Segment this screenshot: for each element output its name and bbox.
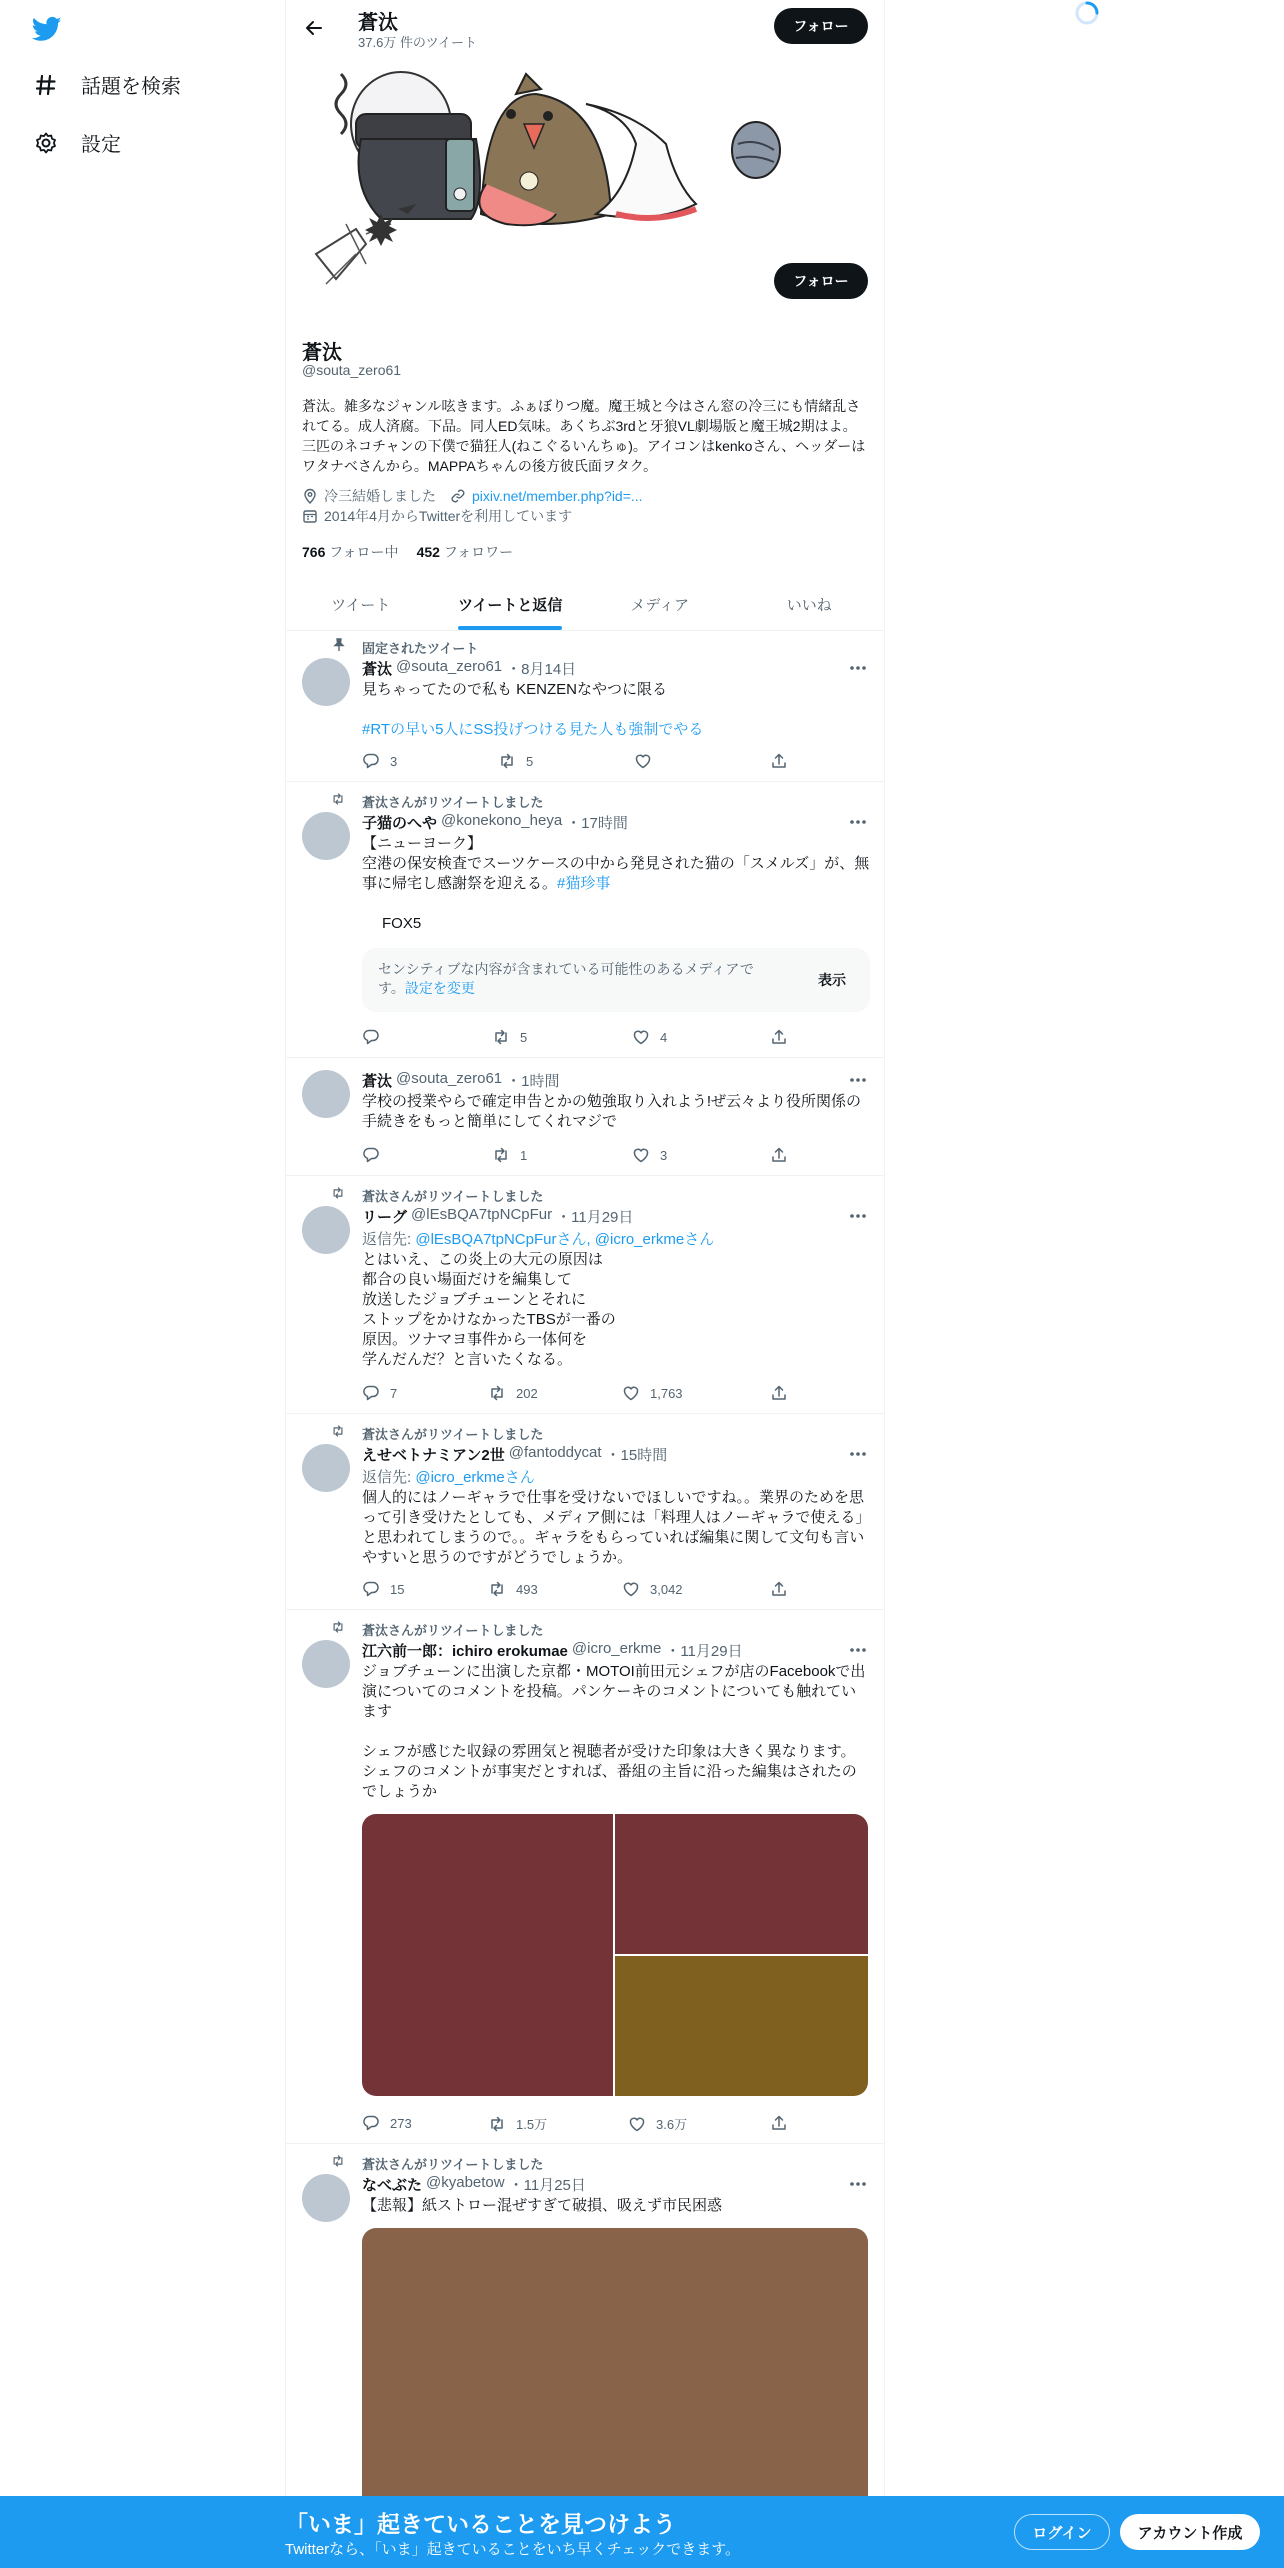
tweet[interactable] (286, 1176, 884, 1414)
tab-media[interactable]: メディア (630, 596, 690, 614)
tweet-author-name[interactable]: 蒼汰 (362, 1073, 393, 1090)
tab-tweets[interactable]: ツイート (331, 596, 391, 614)
retweet-icon (330, 1186, 346, 1200)
profile-url[interactable]: pixiv.net/member.php?id=... (472, 488, 643, 504)
tweet-author-handle[interactable]: @souta_zero61 (396, 1070, 503, 1087)
retweet-icon (488, 1384, 506, 1402)
tweet-author-handle[interactable]: @souta_zero61 (396, 658, 503, 675)
tweet-author-name[interactable]: 江六前一郎：ichiro erokumae (362, 1643, 568, 1660)
more-icon[interactable] (846, 1206, 870, 1226)
share-button[interactable] (770, 2114, 788, 2132)
reply-icon (362, 2114, 380, 2132)
profile-handle: @souta_zero61 (302, 362, 402, 378)
avatar[interactable] (302, 2174, 350, 2222)
reply-button[interactable]: 273 (362, 2114, 412, 2132)
share-icon (770, 752, 788, 770)
tweet-actions (362, 1580, 792, 1600)
tweet-time[interactable]: ・15時間 (605, 1447, 668, 1464)
tweet-time[interactable]: ・17時間 (566, 815, 628, 832)
main-column (285, 0, 885, 2568)
heart-icon (628, 2115, 646, 2133)
nav-explore[interactable] (33, 70, 181, 99)
reply-icon (362, 1580, 380, 1598)
reply-button[interactable]: 15 (362, 1580, 404, 1598)
location-pin-icon (302, 488, 318, 504)
tweet-header (362, 1640, 743, 1661)
profile-name: 蒼汰 (302, 342, 342, 364)
heart-icon (632, 1028, 650, 1046)
tweet-header (362, 1206, 633, 1227)
tweet-author-name[interactable]: えせベトナミアン2世 (362, 1447, 505, 1464)
retweet-button[interactable]: 493 (488, 1580, 538, 1598)
tweet-header (362, 2174, 586, 2195)
link-icon (450, 488, 466, 504)
tweet-media-grid (362, 1814, 868, 2096)
retweet-button[interactable]: 202 (488, 1384, 538, 1402)
signup-prompt-bar (0, 2496, 1284, 2568)
share-icon (770, 1146, 788, 1164)
tweet-text: 【ニューヨーク】 空港の保安検査でスーツケースの中から発見された猫の「スメルズ」が、無事に帰宅し感謝祭を迎える。#猫珍事 (362, 835, 870, 892)
reply-icon (362, 752, 380, 770)
more-icon[interactable] (846, 812, 870, 832)
reply-icon (362, 1146, 380, 1164)
tweet-text: ジョブチューンに出演した京都・MOTOI前田元シェフが店のFacebookで出演についてのコメントを投稿。パンケーキのコメントについても触れています シェフが感じた収録の雰囲気と視聴者が受けた印象は大きく異なります。シェフのコメントが事実だとすれば、番組の主旨に沿った編集はされたのでしょうか (362, 1663, 866, 1800)
profile-meta-row (302, 486, 643, 506)
like-button[interactable] (634, 752, 662, 770)
heart-icon (622, 1580, 640, 1598)
like-button[interactable]: 3 (632, 1146, 667, 1164)
retweet-icon (488, 2115, 506, 2133)
tweet-author-handle[interactable]: @icro_erkme (571, 1640, 662, 1657)
signup-button[interactable]: アカウント作成 (1120, 2514, 1260, 2550)
avatar[interactable] (302, 1070, 350, 1118)
follow-counts (302, 542, 513, 562)
retweet-button[interactable]: 1.5万 (488, 2114, 547, 2133)
more-icon[interactable] (846, 1444, 870, 1464)
reply-icon (362, 1028, 380, 1046)
retweet-button[interactable]: 5 (492, 1028, 527, 1046)
more-icon[interactable] (846, 1640, 870, 1660)
topbar-name: 蒼汰 (358, 12, 398, 34)
tweet-time[interactable]: ・11月29日 (665, 1643, 743, 1660)
share-icon (770, 1028, 788, 1046)
reply-button[interactable]: 7 (362, 1384, 397, 1402)
tweet-time[interactable]: ・11月29日 (556, 1209, 634, 1226)
retweet-icon (492, 1028, 510, 1046)
heart-icon (622, 1384, 640, 1402)
reply-to-mentions[interactable]: @lEsBQA7tpNCpFurさん, @icro_erkmeさん (415, 1231, 715, 1248)
tweet-text: とはいえ、この炎上の大元の原因は 都合の良い場面だけを編集して 放送したジョブチューンとそれに ストップをかけなかったTBSが一番の 原因。ツナマヨ事件から一体何を 学んだんだ？と言いたくなる。 (362, 1251, 616, 1368)
like-button[interactable]: 4 (632, 1028, 667, 1046)
profile-follow-button[interactable]: フォロー (774, 263, 868, 299)
retweet-icon (498, 752, 516, 770)
avatar[interactable] (302, 1640, 350, 1688)
tweet-author-handle[interactable]: @fantoddycat (508, 1444, 602, 1461)
signup-prompt-subtitle: Twitterなら、「いま」起きていることをいち早くチェックできます。 (285, 2541, 741, 2558)
share-button[interactable] (770, 1146, 788, 1164)
login-button[interactable]: ログイン (1014, 2514, 1110, 2550)
tweet-actions (362, 1146, 792, 1166)
heart-icon (632, 1146, 650, 1164)
profile-bio: 蒼汰。雑多なジャンル呟きます。ふぁぼりつ魔。魔王城と今はさん窓の冷三にも情緒乱されてる。成人済腐。下品。同人ED気味。あくちぶ3rdと牙狼VL劇場版と魔王城2期はよ。三匹のネコチャンの下僕で猫狂人(ねこぐるいんちゅ)。アイコンはkenkoさん、ヘッダーはワタナベさんから。MAPPAちゃんの後方彼氏面ヲタク。 (302, 398, 866, 474)
tab-likes[interactable]: いいね (786, 596, 832, 614)
tweet-time[interactable]: ・8月14日 (506, 661, 577, 678)
tweet[interactable] (286, 1414, 884, 1610)
followers-link[interactable]: 452 フォロワー (416, 544, 514, 560)
tweet[interactable] (286, 782, 884, 1058)
nav-settings-label: 設定 (81, 134, 121, 156)
nav-settings[interactable] (33, 128, 121, 157)
tweet-time[interactable]: ・1時間 (506, 1073, 560, 1090)
tweet-time[interactable]: ・11月25日 (508, 2177, 586, 2194)
hashtag-icon (33, 72, 59, 98)
pin-icon (332, 638, 346, 652)
share-button[interactable] (770, 1580, 788, 1598)
reply-to-mentions[interactable]: @icro_erkmeさん (415, 1469, 535, 1486)
tweet[interactable] (286, 1058, 884, 1176)
reply-button[interactable]: 3 (362, 752, 397, 770)
tweet-header (362, 1444, 667, 1465)
media-image[interactable] (615, 1814, 868, 1954)
reply-to: 返信先: @icro_erkmeさん (362, 1469, 535, 1486)
share-button[interactable] (770, 1028, 788, 1046)
tweet-actions (362, 1028, 792, 1048)
tweet-header (362, 1070, 560, 1091)
tweet-author-handle[interactable]: @lEsBQA7tpNCpFur (411, 1206, 553, 1223)
profile-topbar (286, 0, 884, 54)
media-image[interactable] (615, 1956, 868, 2096)
calendar-icon (302, 508, 318, 524)
tweet-actions (362, 752, 792, 772)
tweet-author-handle[interactable]: @kyabetow (426, 2174, 505, 2191)
profile-location: 冷三結婚しました (324, 488, 436, 504)
tweet-author-name[interactable]: なべぶた (362, 2177, 423, 2194)
tweet-text: 学校の授業やらで確定申告とかの勉強取り入れよう!ぜ云々より役所関係の手続きをもっと簡単にしてくれマジで (362, 1093, 862, 1130)
retweet-icon (488, 1580, 506, 1598)
tweet-author-handle[interactable]: @konekono_heya (441, 812, 563, 829)
tweet-context: 蒼汰さんがリツイートしました (362, 792, 543, 811)
retweet-icon (330, 1620, 346, 1634)
reply-to: 返信先: @lEsBQA7tpNCpFurさん, @icro_erkmeさん (362, 1231, 715, 1248)
retweet-icon (492, 1146, 510, 1164)
change-settings-link[interactable]: 設定を変更 (404, 980, 475, 996)
tweet-text: 個人的にはノーギャラで仕事を受けないでほしいですね。。業界のためを思って引き受けたとしても、メディア側には「料理人はノーギャラで使える」と思われてしまうので。。ギャラをもらっていれば編集に関して文句も言いやすいと思うのですがどうでしょうか。 (362, 1489, 865, 1566)
reply-button[interactable] (362, 1146, 390, 1164)
retweet-button[interactable]: 1 (492, 1146, 527, 1164)
reply-icon (362, 1384, 380, 1402)
gear-icon (33, 130, 59, 156)
tweet-context: 蒼汰さんがリツイートしました (362, 1620, 543, 1639)
reply-button[interactable] (362, 1028, 390, 1046)
tab-tweets-and-replies[interactable]: ツイートと返信 (436, 578, 586, 630)
profile-tabs (286, 578, 884, 631)
tweet-context: 蒼汰さんがリツイートしました (362, 2154, 543, 2173)
tweet-text: 見ちゃってたので私も KENZENなやつに限る (362, 681, 668, 698)
twitter-logo-icon[interactable] (30, 14, 64, 44)
show-media-button[interactable]: 表示 (818, 972, 846, 988)
like-button[interactable]: 3,042 (622, 1580, 683, 1598)
more-icon[interactable] (846, 658, 870, 678)
loading-spinner-icon (1074, 0, 1100, 26)
tweet-hashtag[interactable]: #猫珍事 (557, 875, 611, 892)
tweet-text: 【悲報】紙ストロー混ぜすぎて破損、吸えず市民困惑 (362, 2197, 723, 2214)
tweet-actions (362, 1384, 792, 1404)
tweet[interactable] (286, 1610, 884, 2144)
sensitive-media-notice: センシティブな内容が含まれている可能性のあるメディアです。設定を変更 表示 (362, 948, 870, 1012)
signup-prompt-title: 「いま」起きていることを見つけよう (285, 2511, 676, 2537)
avatar[interactable] (302, 1444, 350, 1492)
retweet-icon (330, 1424, 346, 1438)
profile-joined: 2014年4月からTwitterを利用しています (324, 508, 573, 524)
nav-explore-label: 話題を検索 (81, 76, 181, 98)
share-button[interactable] (770, 752, 788, 770)
media-image[interactable] (362, 1814, 613, 2096)
arrow-left-icon (304, 18, 324, 38)
tweet-source: FOX5 (382, 915, 422, 932)
avatar[interactable] (302, 658, 350, 706)
heart-icon (634, 752, 652, 770)
topbar-follow-button[interactable]: フォロー (774, 8, 868, 44)
tweet-author-name[interactable]: 蒼汰 (362, 661, 393, 678)
avatar[interactable] (302, 812, 350, 860)
like-button[interactable]: 3.6万 (628, 2114, 687, 2133)
tweet-header (362, 658, 576, 679)
tweet-author-name[interactable]: 子猫のへや (362, 815, 438, 832)
retweet-icon (330, 792, 346, 806)
share-button[interactable] (770, 1384, 788, 1402)
retweet-button[interactable]: 5 (498, 752, 533, 770)
tweet-context: 蒼汰さんがリツイートしました (362, 1186, 543, 1205)
following-link[interactable]: 766 フォロー中 (302, 544, 399, 560)
share-icon (770, 1384, 788, 1402)
more-icon[interactable] (846, 2174, 870, 2194)
tweet-author-name[interactable]: リーグ (362, 1209, 408, 1226)
topbar-tweet-count: 37.6万 件のツイート (358, 35, 478, 50)
more-icon[interactable] (846, 1070, 870, 1090)
tweet-header (362, 812, 628, 833)
like-button[interactable]: 1,763 (622, 1384, 683, 1402)
tweet-actions (362, 2114, 792, 2134)
tweet-hashtag[interactable]: #RTの早い5人にSS投げつける見た人も強制でやる (362, 721, 704, 738)
tweet[interactable] (286, 632, 884, 782)
avatar[interactable] (302, 1206, 350, 1254)
tweet-context: 固定されたツイート (362, 638, 478, 657)
share-icon (770, 1580, 788, 1598)
tweet-context: 蒼汰さんがリツイートしました (362, 1424, 543, 1443)
back-button[interactable] (298, 12, 330, 44)
share-icon (770, 2114, 788, 2132)
profile-joined-row (302, 506, 572, 526)
retweet-icon (330, 2154, 346, 2168)
